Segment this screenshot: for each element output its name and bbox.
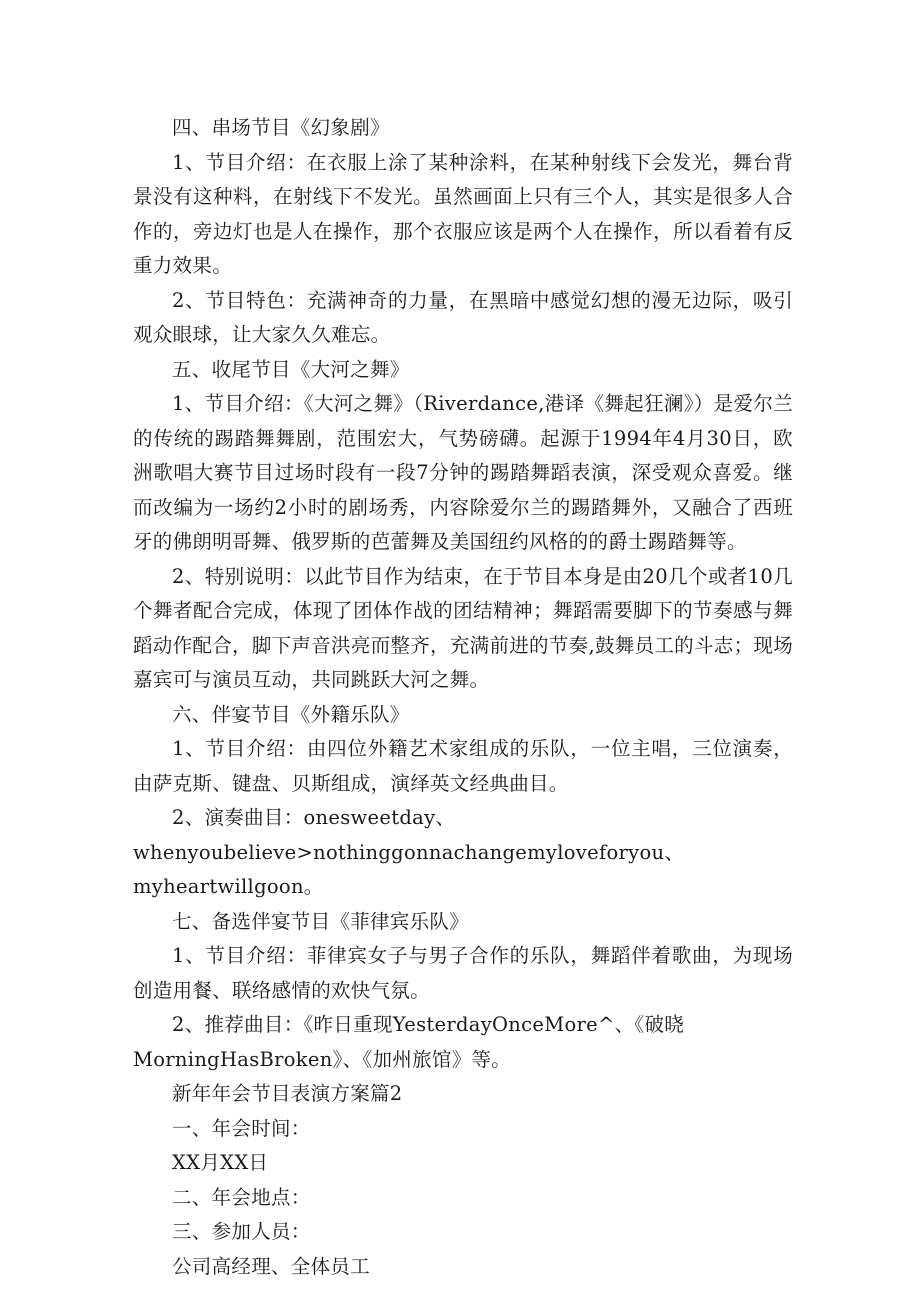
section-heading: 六、伴宴节目《外籍乐队》 bbox=[172, 702, 410, 726]
paragraph-line: 2、推荐曲目：《昨日重现YesterdayOnceMore^、《破晓 bbox=[172, 1013, 685, 1036]
section-heading: 五、收尾节目《大河之舞》 bbox=[172, 357, 410, 381]
list-item-value: XX月XX日 bbox=[172, 1151, 269, 1174]
paragraph: 2、节目特色：充满神奇的力量，在黑暗中感觉幻想的漫无边际，吸引观众眼球，让大家久久难忘。 bbox=[133, 288, 793, 346]
paragraph-line: 2、演奏曲目：onesweetday、 bbox=[172, 806, 456, 829]
paragraph-line: MorningHasBroken》、《加州旅馆》等。 bbox=[133, 1047, 512, 1071]
list-item: 一、年会时间： bbox=[172, 1116, 311, 1140]
list-item-value: 公司高经理、全体员工 bbox=[172, 1254, 371, 1278]
paragraph: 2、特别说明：以此节目作为结束，在于节目本身是由20几个或者10几个舞者配合完成，体现了团体作战的团结精神；舞蹈需要脚下的节奏感与舞蹈动作配合，脚下声音洪亮而整齐，充满前进的节奏,鼓舞员工的斗志；现场嘉宾可与演员互动，共同跳跃大河之舞。 bbox=[133, 564, 793, 691]
paragraph-line: whenyoubelieve>nothinggonnachangemyloveforyou、 bbox=[133, 840, 685, 864]
paragraph: 1、节目介绍：《大河之舞》（Riverdance,港译《舞起狂澜》）是爱尔兰的传统的踢踏舞舞剧，范围宏大，气势磅礴。起源于1994年4月30日，欧洲歌唱大赛节目过场时段有一段7分钟的踢踏舞蹈表演，深受观众喜爱。继而改编为一场约2小时的剧场秀，内容除爱尔兰的踢踏舞外，又融合了西班牙的佛朗明哥舞、俄罗斯的芭蕾舞及美国纽约风格的的爵士踢踏舞等。 bbox=[133, 392, 793, 553]
section-heading: 七、备选伴宴节目《菲律宾乐队》 bbox=[172, 909, 470, 933]
list-item: 三、参加人员： bbox=[172, 1220, 311, 1243]
paragraph-line: myheartwillgoon。 bbox=[133, 875, 324, 898]
paragraph: 1、节目介绍：由四位外籍艺术家组成的乐队，一位主唱，三位演奏，由萨克斯、键盘、贝斯组成，演绎英文经典曲目。 bbox=[133, 737, 793, 795]
plan-title: 新年年会节目表演方案篇2 bbox=[172, 1082, 403, 1105]
list-item: 二、年会地点： bbox=[172, 1185, 311, 1209]
section-heading: 四、串场节目《幻象剧》 bbox=[172, 116, 390, 139]
document-body bbox=[133, 111, 793, 1284]
paragraph: 1、节目介绍：菲律宾女子与男子合作的乐队，舞蹈伴着歌曲，为现场创造用餐、联络感情的欢快气氛。 bbox=[133, 944, 793, 1002]
paragraph: 1、节目介绍：在衣服上涂了某种涂料，在某种射线下会发光，舞台背景没有这种料，在射线下不发光。虽然画面上只有三个人，其实是很多人合作的，旁边灯也是人在操作，那个衣服应该是两个人在操作，所以看着有反重力效果。 bbox=[133, 150, 793, 277]
